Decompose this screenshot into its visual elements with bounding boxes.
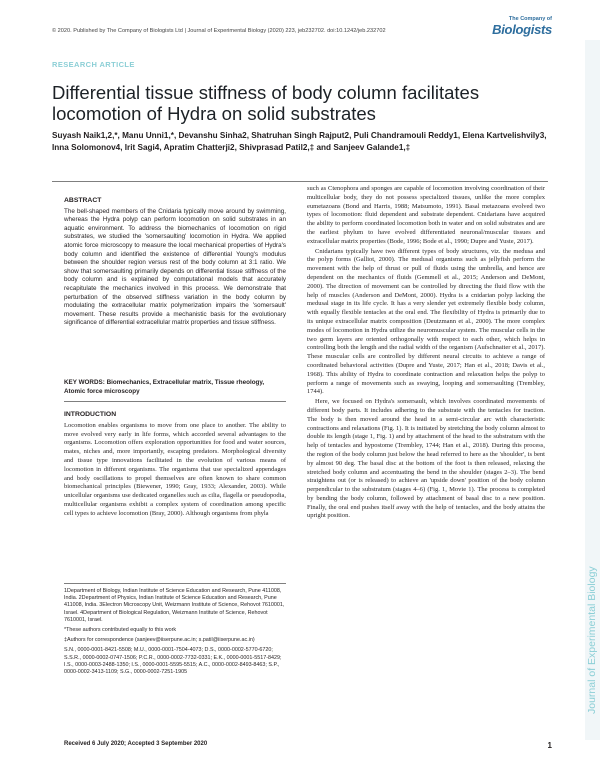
right-paragraph-1: such as Ctenophora and sponges are capable of locomotion involving coordination of their multicellular body, they do not possess specialized tissues, unlike the more complex eumetazoans (Bond and Harris, 1988; Matsumoto, 1991). Basal metazoans evolved two types of locomotion: fluid dependent and substrate dependent. Cnidarians have acquired the ability to perform coordinated locomotion both in water and on solid substrates and are the earliest phylum to have evolved differentiated neuronal/muscular tissues and extracellular matrix properties (Bode, 1996; Bode et al., 1990; Dupre and Yuste, 2017). <box>307 185 545 245</box>
equal-contribution-note: *These authors contributed equally to this work <box>64 627 177 634</box>
article-type: RESEARCH ARTICLE <box>52 60 135 69</box>
introduction-text: Locomotion enables organisms to move from one place to another. The ability to move evolved very early in life forms, which accorded several advantages to the organisms. Locomotion offers exploration opportunities for food and water sources, mates, niches and, more importantly, escaping predators. Morphological diversity and tissue type innovations facilitated in the evolution of various means of locomotion in different organisms. The organisms that use specialized appendages and body oscillations to propel themselves are often known to share common biomechanical principles (Biewener, 1990; Gray, 1933; Alexander, 2003). While unicellular organisms use dedicated organelles such as cilia, flagella or pseudopodia, multicellular organisms exhibit a complex system of coordination among specific cell types to achieve locomotion (Bray, 2000). Although organisms from phyla <box>64 421 286 517</box>
journal-side-title <box>586 648 598 714</box>
keywords-text: Biomechanics, Extracellular matrix, Tissue rheology, Atomic force microscopy <box>64 379 265 395</box>
affiliations-block <box>64 588 286 679</box>
received-dates: Received 6 July 2020; Accepted 3 September 2020 <box>64 741 208 747</box>
page-number: 1 <box>547 741 552 750</box>
right-column <box>307 185 545 522</box>
introduction-block <box>64 411 286 519</box>
right-paragraph-3: Here, we focused on Hydra's somersault, which involves coordinated movements of different body parts. It includes adhering to the substrate with the tentacles for traction. The body is then moved around the head in a semi-circular arc with characteristic contractions and relaxations (Fig. 1). It is initiated by stretching the body column almost to double its length (stage 1, Fig. 1) and by attachment of the head to the substratum with the help of tentacles and hypostome (Trembley, 1744; Han et al., 2018). During this process, the region of the body column just below the head referred to here as the 'shoulder', is bent by almost 90 deg. The basal disc at the bottom of the foot is then released, relaxing the stretched body column and accentuating the bend in the shoulder (stages 2–3). The bend straightens out (or is released) to achieve an 'upside down' position of the body column perpendicular to the substratum (stages 4–6) (Fig. 1, Movie 1). The process is completed by bending the body column, followed by attachment of basal disc to a new position. Finally, the oral end pushes itself away with the help of tentacles, and the body attains the upright position. <box>307 398 545 520</box>
keywords-label: KEY WORDS: <box>64 379 105 386</box>
article-title: Differential tissue stiffness of body column facilitates locomotion of Hydra on solid substrates <box>52 82 480 124</box>
logo-big-text: Biologists <box>492 22 552 37</box>
logo-small-text: The Company of <box>508 16 552 22</box>
right-paragraph-2: Cnidarians typically have two different types of body structures, viz. the medusa and the polyp forms (Galliot, 2000). The medusal organisms such as jellyfish perform the movement with the help of thrust or pull of fluids using the umbrella, and hence are dependent on the mechanics of fluids (Gemmell et al., 2015; Anderson and DeMont, 2000). The direction of movement can be controlled by directing the fluid flow with the help of muscles (Anderson and DeMont, 2000). Hydra is a cnidarian polyp lacking the medusal stage in its life cycle. It has a very slender yet extremely flexible body column, with equally flexible tentacles at the oral end. The flexibility of Hydra is primarily due to its unique extracellular matrix composition (Deutzmann et al., 2000). The more complex modes of locomotion in Hydra utilize the neuromuscular system. The muscular cells in the two germ layers are oriented orthogonally with respect to each other, which helps in controlling both the length and the radial width of the organism (Aufschnaiter et al., 2017). These muscular cells are controlled by different neural circuits to achieve a range of coordinated behavioral activities (Dupre and Yuste, 2017; Han et al., 2018; Davis et al., 1968). This ability of Hydra to coordinate contraction and relaxation helps the polyp to perform a range of movements such as swaying, looping and somersaulting (Trembley, 1744). <box>307 247 545 396</box>
publisher-logo <box>484 16 552 42</box>
journal-topline: © 2020. Published by The Company of Biologists Ltd | Journal of Experimental Biology (2020) 223, jeb232702. doi:10.1242/jeb.232702 <box>52 28 386 34</box>
keywords <box>64 379 286 396</box>
correspondence-note[interactable]: ‡Authors for correspondence (sanjeev@iiserpune.ac.in; s.patil@iiserpune.ac.in) <box>64 637 255 644</box>
abstract-block <box>64 197 286 328</box>
introduction-heading: INTRODUCTION <box>64 411 117 418</box>
affiliation-list: 1Department of Biology, Indian Institute of Science Education and Research, Pune 411008, India. 2Department of Physics, Indian Institute of Science Education and Research, Pune 411008, India. 3Electron Microscopy Unit, Weizmann Institute of Science, Rehovot 7610001, Israel. 4Department of Biological Regulation, Weizmann Institute of Science, Rehovot 7610001, Israel. <box>64 588 285 623</box>
abstract-text: The bell-shaped members of the Cnidaria typically move around by swimming, whereas the Hydra polyp can perform locomotion on solid substrates in an aquatic environment. To address the biomechanics of locomotion on rigid substrates, we studied the 'somersaulting' locomotion in Hydra. We applied atomic force microscopy to measure the local mechanical properties of Hydra's body column and identified the existence of differential Young's modulus between the shoulder region versus rest of the body column at 3:1 ratio. We show that somersaulting primarily depends on differential tissue stiffness of the body column and is explained by computational models that accurately recapitulate the mechanics involved in this process. We demonstrate that perturbation of the observed stiffness variation in the body column by modulating the extracellular matrix polymerization impairs the 'somersault' movement. These results provide a mechanistic basis for the evolutionary significance of differential extracellular matrix properties and tissue stiffness. <box>64 207 286 327</box>
affiliations-divider <box>64 583 286 584</box>
author-list: Suyash Naik1,2,*, Manu Unni1,*, Devanshu Sinha2, Shatruhan Singh Rajput2, Puli Chandramouli Reddy1, Elena Kartvelishvily3, Inna Solomonov4, Irit Sagi4, Apratim Chatterji2, Shivprasad Patil2,‡ and Sanjeev Galande1,‡ <box>52 131 547 152</box>
abstract-heading: ABSTRACT <box>64 197 102 204</box>
header-divider <box>52 181 548 182</box>
keywords-divider <box>64 401 286 402</box>
orcid-list: S.N., 0000-0001-8421-5508; M.U., 0000-0001-7504-4073; D.S., 0000-0002-5770-6720; S.S.R., 0000-0002-0747-1506; P.C.R., 0000-0002-7732-0331; E.K., 0000-0001-5517-8429; I.S., 0000-0003-2488-1350; I.S., 0000-0001-5595-5515; A.C., 0000-0002-8493-8463; S.P., 0000-0002-3413-1109; S.G., 0000-0002-7251-1905 <box>64 647 282 676</box>
